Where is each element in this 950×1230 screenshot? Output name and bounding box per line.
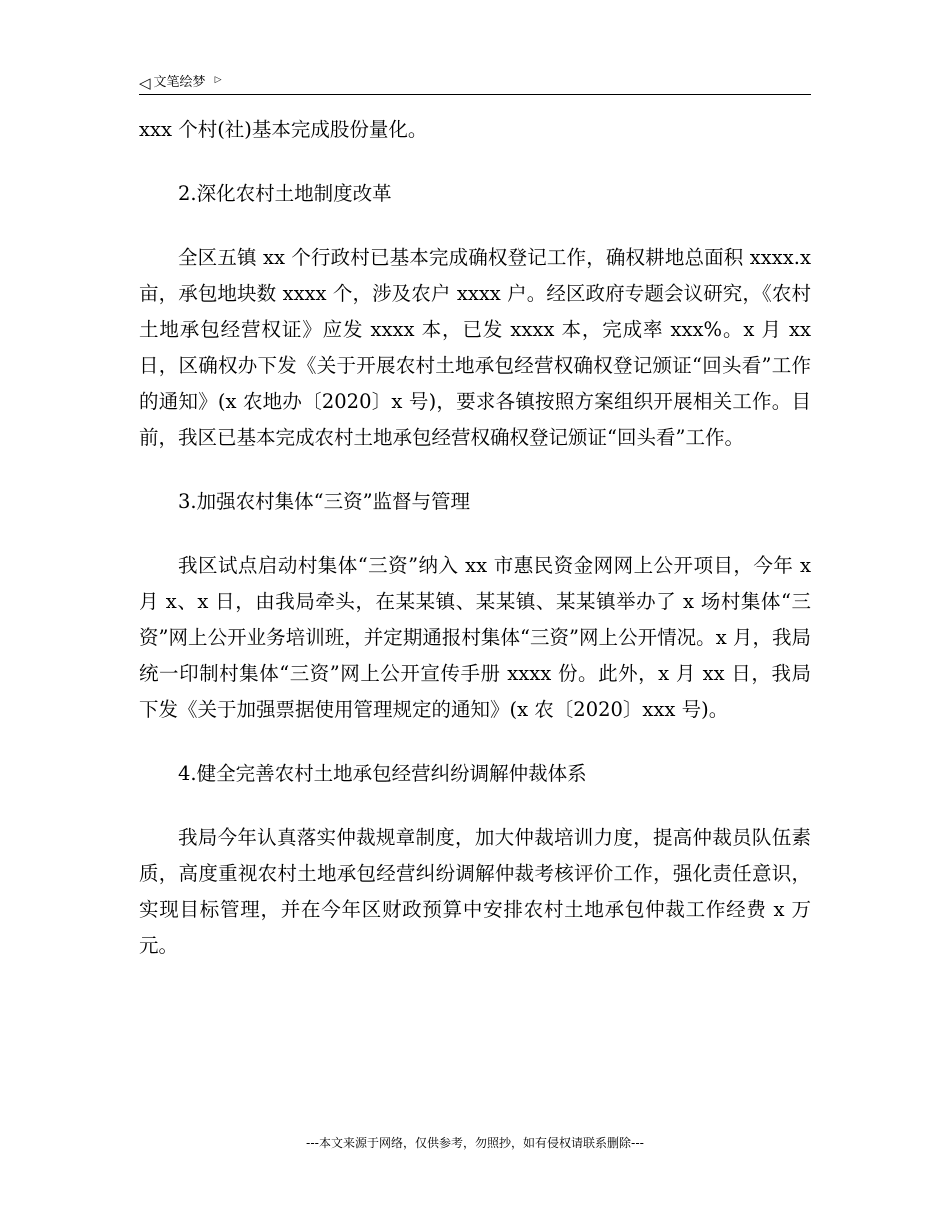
paragraph-continuation: xxx 个村(社)基本完成股份量化。 (139, 118, 428, 141)
triangle-right-icon: ▷ (214, 74, 222, 85)
page-footer-notice: ---本文来源于网络，仅供参考，勿照抄，如有侵权请联系删除--- (306, 1136, 644, 1150)
paragraph-land-reform: 全区五镇 xx 个行政村已基本完成确权登记工作，确权耕地总面积 xxxx.x 亩，承包地块数 xxxx 个，涉及农户 xxxx 户。经区政府专题会议研究，《农村土地承包经营权证》应发 xxxx 本，已发 xxxx 本，完成率 xxx%。x 月 xx 日，区确权办下发《关于开展农村土地承包经营权确权登记颁证“回头看”工作的通知》(x 农地办〔2020〕x 号)，要求各镇按照方案组织开展相关工作。目前，我区已基本完成农村土地承包经营权确权登记颁证“回头看”工作。 (139, 246, 811, 449)
document-body (139, 112, 811, 964)
header-brand: 文笔绘梦 (153, 75, 206, 90)
section-heading-4: 4.健全完善农村土地承包经营纠纷调解仲裁体系 (178, 762, 587, 785)
page-header (139, 72, 811, 95)
paragraph-arbitration: 我局今年认真落实仲裁规章制度，加大仲裁培训力度，提高仲裁员队伍素质，高度重视农村土地承包经营纠纷调解仲裁考核评价工作，强化责任意识，实现目标管理，并在今年区财政预算中安排农村土地承包仲裁工作经费 x 万元。 (139, 826, 811, 957)
triangle-left-icon: ◁ (139, 73, 151, 92)
section-heading-3: 3.加强农村集体“三资”监督与管理 (178, 490, 471, 513)
section-heading-2: 2.深化农村土地制度改革 (178, 182, 392, 205)
paragraph-three-assets: 我区试点启动村集体“三资”纳入 xx 市惠民资金网网上公开项目，今年 x 月 x、x 日，由我局牵头，在某某镇、某某镇、某某镇举办了 x 场村集体“三资”网上公开业务培训班，并定期通报村集体“三资”网上公开情况。x 月，我局统一印制村集体“三资”网上公开宣传手册 xxxx 份。此外，x 月 xx 日，我局下发《关于加强票据使用管理规定的通知》(x 农〔2020〕xxx 号)。 (139, 554, 811, 721)
